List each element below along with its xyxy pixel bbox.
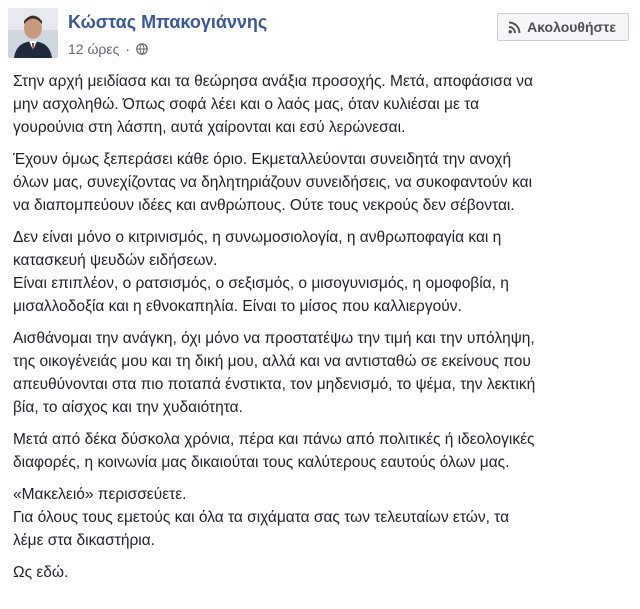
follow-button[interactable]	[497, 13, 629, 41]
globe-icon[interactable]	[136, 43, 148, 55]
post-paragraph: «Μακελειό» περισσεύετε. Για όλους τους εμετούς και όλα τα σιχάματα σας των τελευταίων ετών, τα λέμε στα δικαστήρια.	[13, 486, 510, 549]
post-paragraph: Αισθάνομαι την ανάγκη, όχι μόνο να προστατέψω την τιμή και την υπόληψη, της οικογένειάς μου και τη δική μου, αλλά και να αντισταθώ σε εκείνους που απευθύνονται στα πιο ποταπά ένστικτα, τον μηδενισμό, το ψέμα, την λεκτική βία, το αίσχος και την χυδαιότητα.	[13, 330, 536, 416]
rss-icon	[508, 21, 521, 34]
post-paragraph: Έχουν όμως ξεπεράσει κάθε όριο. Εκμεταλλεύονται συνειδητά την ανοχή όλων μας, συνεχίζοντας να δηλητηριάζουν συνειδήσεις, να συκοφαντούν και να διαπομπεύουν ιδέες και ανθρώπους. Ούτε τους νεκρούς δεν σέβονται.	[13, 151, 533, 214]
post-paragraph: Ως εδώ.	[13, 564, 69, 581]
post-header	[8, 6, 632, 62]
avatar-photo	[8, 8, 58, 58]
post-paragraph: Δεν είναι μόνο ο κιτρινισμός, η συνωμοσιολογία, η ανθρωποφαγία και η κατασκευή ψευδών ειδήσεων. Είναι επιπλέον, ο ρατσισμός, ο σεξισμός, ο μισογυνισμός, η ομοφοβία, η μισαλλοδοξία και η εθνοκαπηλία. Είναι το μίσος που καλλιεργούν.	[13, 229, 509, 315]
post-timestamp[interactable]: 12 ώρες	[68, 41, 120, 57]
post-meta	[68, 41, 148, 57]
follow-button-label: Ακολουθήστε	[527, 19, 616, 35]
author-avatar[interactable]	[8, 8, 58, 58]
post-paragraph: Στην αρχή μειδίασα και τα θεώρησα ανάξια προσοχής. Μετά, αποφάσισα να μην ασχοληθώ. Όπως σοφά λέει και ο λαός μας, όταν κυλιέσαι με τα γουρούνια στη λάσπη, αυτά χαίρονται και εσύ λερώνεσαι.	[13, 73, 533, 136]
post-paragraph: Μετά από δέκα δύσκολα χρόνια, πέρα και πάνω από πολιτικές ή ιδεολογικές διαφορές, η κοινωνία μας δικαιούται τους καλύτερους εαυτούς όλων μας.	[13, 431, 535, 471]
post-body	[13, 70, 629, 593]
author-name-link[interactable]: Κώστας Μπακογιάννης	[68, 12, 268, 32]
meta-separator: ·	[125, 41, 131, 57]
